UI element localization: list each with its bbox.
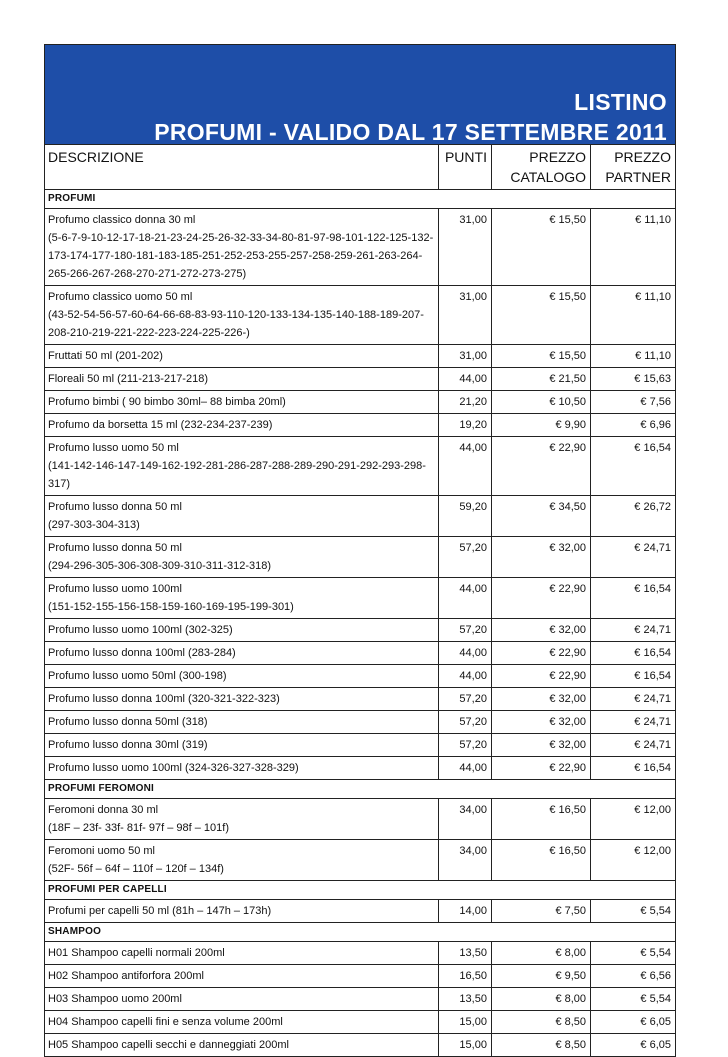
item-name: H04 Shampoo capelli fini e senza volume 200ml bbox=[48, 1016, 283, 1028]
item-punti: 13,50 bbox=[439, 988, 492, 1011]
item-description bbox=[45, 414, 439, 437]
item-name: Feromoni donna 30 ml bbox=[48, 804, 159, 816]
item-prezzo-partner: € 24,71 bbox=[591, 537, 676, 578]
item-prezzo-catalogo: € 16,50 bbox=[491, 840, 590, 881]
item-punti: 16,50 bbox=[439, 965, 492, 988]
item-prezzo-partner: € 16,54 bbox=[591, 642, 676, 665]
item-prezzo-catalogo: € 32,00 bbox=[491, 734, 590, 757]
item-description bbox=[45, 665, 439, 688]
item-name: Floreali 50 ml (211-213-217-218) bbox=[48, 373, 208, 385]
header-prezzo-catalogo bbox=[491, 145, 590, 190]
item-prezzo-catalogo: € 15,50 bbox=[491, 345, 590, 368]
item-punti: 57,20 bbox=[439, 619, 492, 642]
item-name: Profumo lusso donna 100ml (283-284) bbox=[48, 647, 236, 659]
item-punti: 44,00 bbox=[439, 665, 492, 688]
table-row bbox=[45, 1011, 676, 1034]
item-description bbox=[45, 286, 439, 345]
item-prezzo-partner: € 24,71 bbox=[591, 711, 676, 734]
header-prezzo-catalogo-line1: PREZZO bbox=[529, 149, 587, 165]
table-row bbox=[45, 537, 676, 578]
item-prezzo-partner: € 12,00 bbox=[591, 840, 676, 881]
item-prezzo-partner: € 11,10 bbox=[591, 345, 676, 368]
item-name: Profumo lusso donna 50 ml bbox=[48, 542, 182, 554]
table-row bbox=[45, 711, 676, 734]
section-row bbox=[45, 881, 676, 900]
item-description bbox=[45, 496, 439, 537]
item-prezzo-partner: € 12,00 bbox=[591, 799, 676, 840]
item-punti: 44,00 bbox=[439, 368, 492, 391]
item-punti: 14,00 bbox=[439, 900, 492, 923]
item-punti: 44,00 bbox=[439, 578, 492, 619]
item-prezzo-partner: € 24,71 bbox=[591, 734, 676, 757]
header-prezzo-partner-line1: PREZZO bbox=[614, 149, 671, 165]
item-description bbox=[45, 537, 439, 578]
item-punti: 34,00 bbox=[439, 799, 492, 840]
table-header-row bbox=[45, 145, 676, 190]
table-row bbox=[45, 665, 676, 688]
item-name: Profumo lusso donna 100ml (320-321-322-323) bbox=[48, 693, 280, 705]
item-prezzo-partner: € 11,10 bbox=[591, 209, 676, 286]
item-punti: 34,00 bbox=[439, 840, 492, 881]
table-row bbox=[45, 965, 676, 988]
item-prezzo-partner: € 6,05 bbox=[591, 1011, 676, 1034]
table-row bbox=[45, 496, 676, 537]
item-codes: (5-6-7-9-10-12-17-18-21-23-24-25-26-32-33-34-80-81-97-98-101-122-125-132-173-174-177-180-181-183-185-251-252-253-255-257-258-259-261-263-264-265-266-267-268-270-271-272-273-275) bbox=[48, 232, 434, 280]
item-prezzo-partner: € 16,54 bbox=[591, 665, 676, 688]
item-description bbox=[45, 734, 439, 757]
item-description bbox=[45, 965, 439, 988]
item-prezzo-catalogo: € 22,90 bbox=[491, 665, 590, 688]
table-row bbox=[45, 209, 676, 286]
item-prezzo-catalogo: € 15,50 bbox=[491, 209, 590, 286]
item-prezzo-catalogo: € 21,50 bbox=[491, 368, 590, 391]
item-punti: 57,20 bbox=[439, 711, 492, 734]
item-name: Profumi per capelli 50 ml (81h – 147h – 173h) bbox=[48, 905, 272, 917]
table-row bbox=[45, 391, 676, 414]
price-list-sheet bbox=[44, 44, 676, 1057]
item-punti: 57,20 bbox=[439, 734, 492, 757]
table-row bbox=[45, 437, 676, 496]
table-row bbox=[45, 414, 676, 437]
item-name: Profumo lusso donna 30ml (319) bbox=[48, 739, 208, 751]
item-punti: 31,00 bbox=[439, 286, 492, 345]
item-codes: (18F – 23f- 33f- 81f- 97f – 98f – 101f) bbox=[48, 822, 229, 834]
item-prezzo-catalogo: € 10,50 bbox=[491, 391, 590, 414]
item-prezzo-partner: € 16,54 bbox=[591, 578, 676, 619]
table-row bbox=[45, 642, 676, 665]
table-row bbox=[45, 1034, 676, 1057]
item-description bbox=[45, 368, 439, 391]
section-title: PROFUMI PER CAPELLI bbox=[45, 881, 676, 900]
table-row bbox=[45, 900, 676, 923]
section-title: PROFUMI bbox=[45, 190, 676, 209]
item-codes: (52F- 56f – 64f – 110f – 120f – 134f) bbox=[48, 863, 224, 875]
title-profumi-validity: PROFUMI - VALIDO DAL 17 SETTEMBRE 2011 bbox=[154, 119, 667, 145]
item-description bbox=[45, 988, 439, 1011]
item-punti: 15,00 bbox=[439, 1011, 492, 1034]
item-prezzo-partner: € 16,54 bbox=[591, 757, 676, 780]
item-punti: 44,00 bbox=[439, 642, 492, 665]
item-prezzo-partner: € 24,71 bbox=[591, 619, 676, 642]
item-codes: (297-303-304-313) bbox=[48, 519, 140, 531]
item-prezzo-partner: € 6,96 bbox=[591, 414, 676, 437]
item-description bbox=[45, 799, 439, 840]
item-prezzo-catalogo: € 7,50 bbox=[491, 900, 590, 923]
item-prezzo-catalogo: € 32,00 bbox=[491, 711, 590, 734]
item-description bbox=[45, 437, 439, 496]
item-description bbox=[45, 840, 439, 881]
table-row bbox=[45, 799, 676, 840]
item-prezzo-catalogo: € 32,00 bbox=[491, 537, 590, 578]
item-punti: 57,20 bbox=[439, 537, 492, 578]
item-description bbox=[45, 942, 439, 965]
item-codes: (141-142-146-147-149-162-192-281-286-287-288-289-290-291-292-293-298-317) bbox=[48, 460, 426, 490]
section-title: SHAMPOO bbox=[45, 923, 676, 942]
item-punti: 31,00 bbox=[439, 345, 492, 368]
item-name: Profumo classico donna 30 ml bbox=[48, 214, 196, 226]
item-prezzo-catalogo: € 9,50 bbox=[491, 965, 590, 988]
item-name: Profumo lusso uomo 100ml bbox=[48, 583, 182, 595]
item-description bbox=[45, 900, 439, 923]
item-description bbox=[45, 391, 439, 414]
item-prezzo-partner: € 6,05 bbox=[591, 1034, 676, 1057]
item-prezzo-partner: € 11,10 bbox=[591, 286, 676, 345]
item-name: Profumo da borsetta 15 ml (232-234-237-239) bbox=[48, 419, 273, 431]
table-row bbox=[45, 840, 676, 881]
item-name: Fruttati 50 ml (201-202) bbox=[48, 350, 163, 362]
item-name: Profumo bimbi ( 90 bimbo 30ml– 88 bimba 20ml) bbox=[48, 396, 286, 408]
item-name: Feromoni uomo 50 ml bbox=[48, 845, 155, 857]
table-row bbox=[45, 942, 676, 965]
item-description bbox=[45, 578, 439, 619]
price-table bbox=[44, 144, 676, 1057]
item-description bbox=[45, 688, 439, 711]
item-prezzo-partner: € 24,71 bbox=[591, 688, 676, 711]
item-prezzo-catalogo: € 8,00 bbox=[491, 942, 590, 965]
item-punti: 13,50 bbox=[439, 942, 492, 965]
item-name: H05 Shampoo capelli secchi e danneggiati 200ml bbox=[48, 1039, 289, 1051]
item-description bbox=[45, 1034, 439, 1057]
item-codes: (294-296-305-306-308-309-310-311-312-318) bbox=[48, 560, 272, 572]
item-prezzo-catalogo: € 32,00 bbox=[491, 619, 590, 642]
item-description bbox=[45, 345, 439, 368]
title-listino: LISTINO bbox=[574, 89, 667, 115]
item-description bbox=[45, 711, 439, 734]
item-prezzo-catalogo: € 15,50 bbox=[491, 286, 590, 345]
item-prezzo-catalogo: € 22,90 bbox=[491, 642, 590, 665]
item-prezzo-partner: € 16,54 bbox=[591, 437, 676, 496]
item-name: Profumo lusso uomo 100ml (324-326-327-328-329) bbox=[48, 762, 299, 774]
item-prezzo-partner: € 5,54 bbox=[591, 988, 676, 1011]
item-prezzo-catalogo: € 8,50 bbox=[491, 1011, 590, 1034]
section-row bbox=[45, 923, 676, 942]
item-punti: 15,00 bbox=[439, 1034, 492, 1057]
item-prezzo-catalogo: € 22,90 bbox=[491, 437, 590, 496]
table-row bbox=[45, 734, 676, 757]
item-prezzo-partner: € 15,63 bbox=[591, 368, 676, 391]
item-punti: 57,20 bbox=[439, 688, 492, 711]
item-name: Profumo lusso donna 50 ml bbox=[48, 501, 182, 513]
item-description bbox=[45, 209, 439, 286]
item-codes: (151-152-155-156-158-159-160-169-195-199-301) bbox=[48, 601, 294, 613]
item-name: Profumo lusso uomo 100ml (302-325) bbox=[48, 624, 233, 636]
section-row bbox=[45, 190, 676, 209]
item-description bbox=[45, 642, 439, 665]
item-name: Profumo lusso donna 50ml (318) bbox=[48, 716, 208, 728]
item-prezzo-partner: € 7,56 bbox=[591, 391, 676, 414]
item-prezzo-catalogo: € 32,00 bbox=[491, 688, 590, 711]
title-banner bbox=[44, 44, 676, 144]
item-punti: 44,00 bbox=[439, 437, 492, 496]
item-prezzo-partner: € 26,72 bbox=[591, 496, 676, 537]
header-prezzo-partner-line2: PARTNER bbox=[605, 169, 671, 185]
item-prezzo-catalogo: € 34,50 bbox=[491, 496, 590, 537]
item-punti: 21,20 bbox=[439, 391, 492, 414]
item-name: H03 Shampoo uomo 200ml bbox=[48, 993, 182, 1005]
item-prezzo-catalogo: € 22,90 bbox=[491, 757, 590, 780]
item-description bbox=[45, 757, 439, 780]
header-punti: PUNTI bbox=[439, 145, 492, 190]
item-name: Profumo lusso uomo 50 ml bbox=[48, 442, 179, 454]
table-row bbox=[45, 757, 676, 780]
table-row bbox=[45, 345, 676, 368]
item-prezzo-partner: € 5,54 bbox=[591, 900, 676, 923]
table-row bbox=[45, 619, 676, 642]
item-name: H02 Shampoo antiforfora 200ml bbox=[48, 970, 204, 982]
item-name: H01 Shampoo capelli normali 200ml bbox=[48, 947, 225, 959]
item-punti: 44,00 bbox=[439, 757, 492, 780]
table-row bbox=[45, 368, 676, 391]
item-prezzo-catalogo: € 8,50 bbox=[491, 1034, 590, 1057]
header-prezzo-partner bbox=[591, 145, 676, 190]
table-row bbox=[45, 688, 676, 711]
section-title: PROFUMI FEROMONI bbox=[45, 780, 676, 799]
table-row bbox=[45, 988, 676, 1011]
item-prezzo-partner: € 6,56 bbox=[591, 965, 676, 988]
item-description bbox=[45, 1011, 439, 1034]
table-row bbox=[45, 286, 676, 345]
header-prezzo-catalogo-line2: CATALOGO bbox=[510, 169, 587, 185]
section-row bbox=[45, 780, 676, 799]
item-prezzo-catalogo: € 8,00 bbox=[491, 988, 590, 1011]
item-name: Profumo classico uomo 50 ml bbox=[48, 291, 193, 303]
item-prezzo-catalogo: € 22,90 bbox=[491, 578, 590, 619]
item-name: Profumo lusso uomo 50ml (300-198) bbox=[48, 670, 227, 682]
item-punti: 19,20 bbox=[439, 414, 492, 437]
header-descrizione: DESCRIZIONE bbox=[45, 145, 439, 190]
item-punti: 31,00 bbox=[439, 209, 492, 286]
item-punti: 59,20 bbox=[439, 496, 492, 537]
item-codes: (43-52-54-56-57-60-64-66-68-83-93-110-120-133-134-135-140-188-189-207-208-210-219-221-222-223-224-225-226-) bbox=[48, 309, 424, 339]
item-description bbox=[45, 619, 439, 642]
table-row bbox=[45, 578, 676, 619]
item-prezzo-partner: € 5,54 bbox=[591, 942, 676, 965]
item-prezzo-catalogo: € 9,90 bbox=[491, 414, 590, 437]
item-prezzo-catalogo: € 16,50 bbox=[491, 799, 590, 840]
